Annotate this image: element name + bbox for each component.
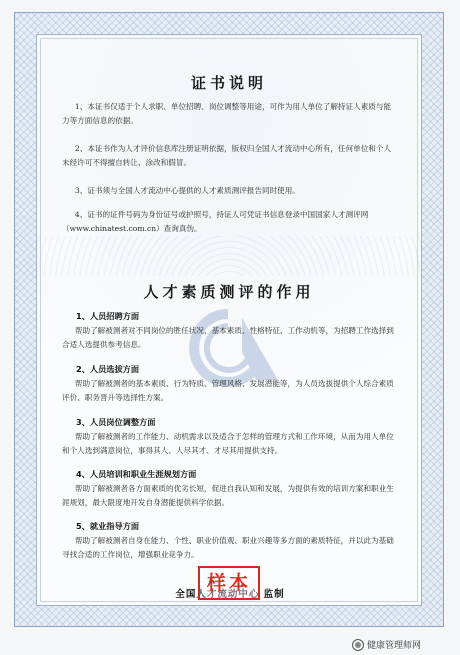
role-heading-2: 2、人员选拔方面: [76, 364, 140, 374]
role-body-5: 帮助了解被测者自身在能力、个性、职业价值观、职业兴趣等多方面的素质特征，并以此为基础寻找合适的工作岗位，增强职业竞争力。: [62, 536, 394, 559]
role-body-1: 帮助了解被测者对不同岗位的胜任状况、基本素质、性格特征、工作动机等，为招聘工作选择到合适人选提供参考信息。: [62, 326, 394, 349]
role-heading-3: 3、人员岗位调整方面: [76, 417, 156, 427]
role-body-2: 帮助了解被测者的基本素质、行为特质、管理风格、发展潜能等，为人员选拔提供个人综合素质评价、职务晋升等选择性方案。: [62, 379, 394, 402]
decorative-wave-band: [36, 236, 422, 276]
sample-stamp: 样本: [198, 566, 260, 600]
roles-title: 人才素质测评的作用: [143, 283, 315, 301]
supervision-line: 全国人才流动中心 监制: [175, 589, 285, 600]
wechat-icon: [352, 639, 364, 651]
explanation-paragraph-3: 3、证书须与全国人才流动中心提供的人才素质测评报告同时使用。: [74, 186, 300, 195]
role-body-4: 帮助了解被测者各方面素质的优劣长短，促进自我认知和发展，为提供有效的培训方案和职业生涯规划，最大限度地开发自身潜能提供科学依据。: [62, 484, 394, 507]
explanation-paragraph-2: 2、本证书作为人才评价信息库注册证明依据，版权归全国人才流动中心所有，任何单位和个人未经许可不得擅自转让、涂改和假冒。: [62, 144, 392, 167]
explanation-paragraph-1: 1、本证书仅适于个人求职、单位招聘、岗位调整等用途，可作为用人单位了解持证人素质与能力等方面信息的依据。: [62, 102, 392, 125]
source-watermark: [352, 638, 421, 651]
role-heading-4: 4、人员培训和职业生涯规划方面: [76, 469, 197, 479]
role-heading-5: 5、就业指导方面: [76, 521, 140, 531]
role-heading-1: 1、人员招聘方面: [76, 311, 140, 321]
explanation-paragraph-4: 4、证书的证件号码为身份证号或护照号，持证人可凭证书信息登录中国国家人才测评网（www.chinatest.com.cn）查询真伪。: [62, 210, 369, 233]
explanation-title: 证书说明: [190, 74, 267, 92]
watermark-text: 健康管理师网: [367, 641, 422, 651]
role-body-3: 帮助了解被测者的工作能力、动机需求以及适合于怎样的管理方式和工作环境，从而为用人单位和个人选到满意岗位，事得其人、人尽其才、才尽其用提供支持。: [62, 432, 394, 455]
